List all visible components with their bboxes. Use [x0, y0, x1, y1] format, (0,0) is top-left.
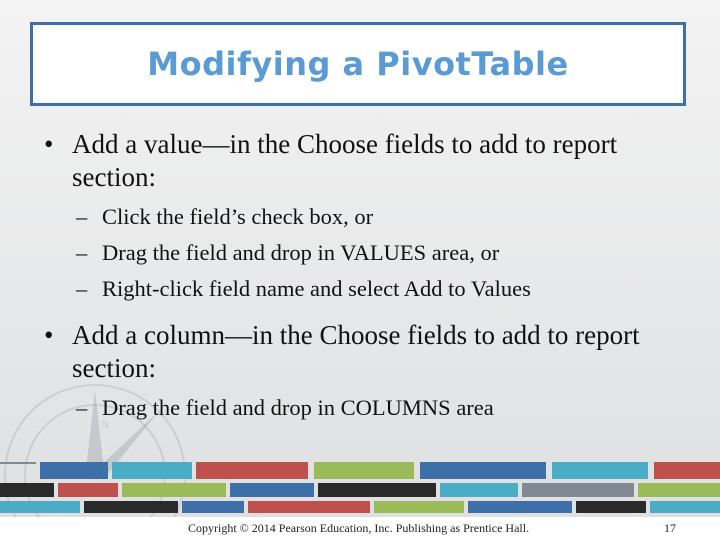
bullet-text: Add a value—in the Choose fields to add to report section: [72, 129, 618, 192]
bullet-marker: • [44, 129, 54, 159]
title-box [30, 22, 686, 106]
slide-content [40, 128, 700, 426]
slide-title: Modifying a PivotTable [147, 45, 569, 83]
sub-marker: – [76, 204, 88, 229]
bullet-text: Add a column—in the Choose fields to add to report section: [72, 320, 640, 383]
sublist-add-value [40, 199, 700, 307]
svg-text:N: N [101, 419, 109, 431]
sub-item-text: Drag the field and drop in COLUMNS area [102, 395, 494, 420]
sub-item-text: Right-click field name and select Add to Values [102, 276, 531, 301]
footer [0, 517, 720, 540]
sub-item [40, 390, 700, 426]
bullet-marker: • [44, 320, 54, 350]
sub-item [40, 235, 700, 271]
bullet-add-value [40, 128, 700, 194]
sublist-add-column [40, 390, 700, 426]
sub-marker: – [76, 395, 88, 420]
copyright-text: Copyright © 2014 Pearson Education, Inc. Publishing as Prentice Hall. [188, 521, 530, 535]
bullet-add-column [40, 319, 700, 385]
sub-item-text: Click the field’s check box, or [102, 204, 374, 229]
page-number: 17 [664, 521, 676, 535]
sub-item [40, 199, 700, 235]
sub-item-text: Drag the field and drop in VALUES area, or [102, 240, 500, 265]
sub-item [40, 271, 700, 307]
sub-marker: – [76, 276, 88, 301]
sub-marker: – [76, 240, 88, 265]
